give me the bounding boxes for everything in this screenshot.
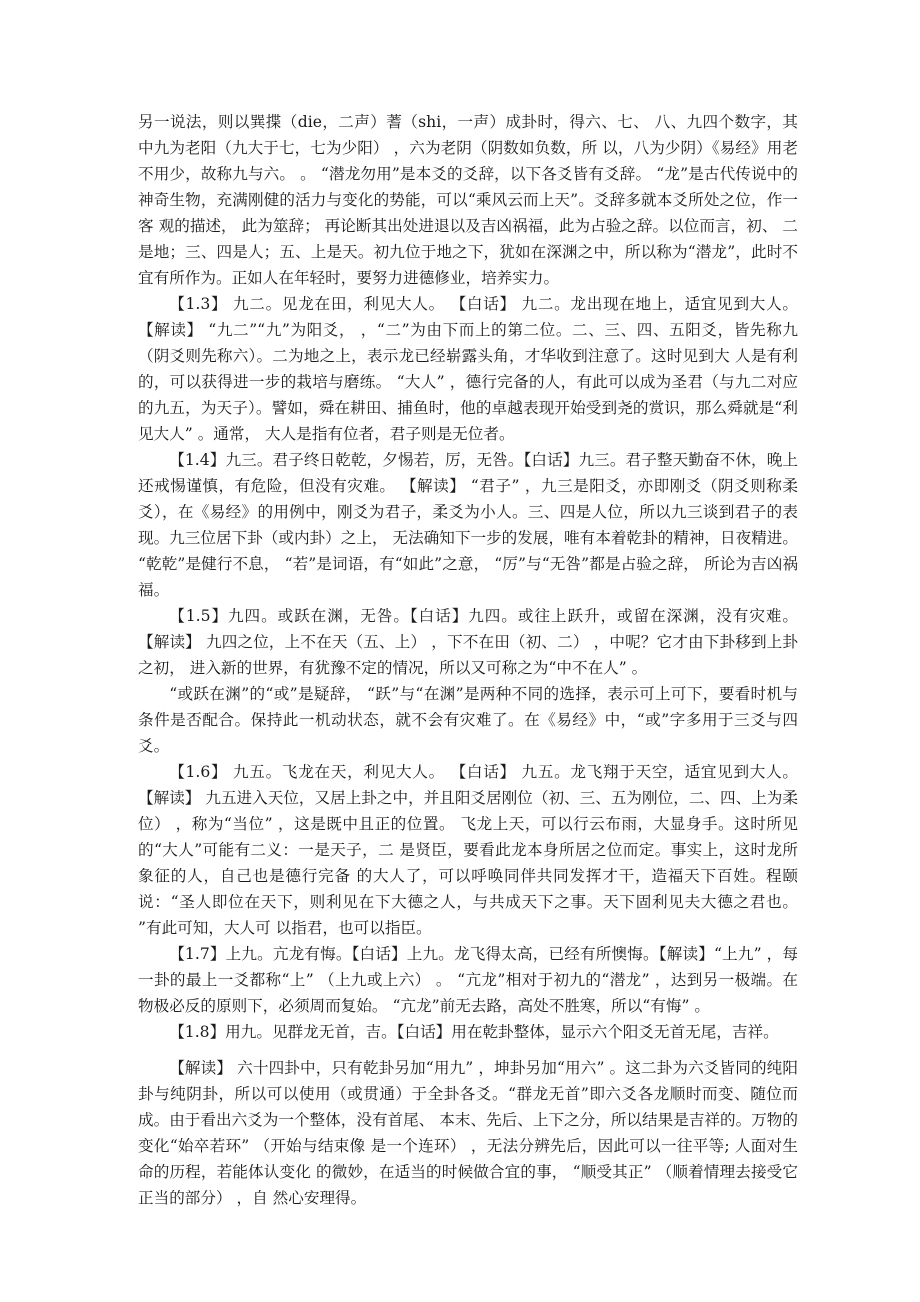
paragraph-1-5: 【1.5】九四。或跃在渊，无咎。【白话】九四。或往上跃升，或留在深渊，没有灾难。 【解读】 九四之位，上不在天（五、上） ，下不在田（初、二） ，中呢？它才由下卦移到上卦之初， 进入新的世界，有犹豫不定的情况，所以又可称之为“中不在人” 。 xyxy=(138,607,798,677)
paragraph-1-6: 【1.6】 九五。飞龙在天，利见大人。 【白话】 九五。龙飞翔于天空，适宜见到大人。 【解读】 九五进入天位，又居上卦之中，并且阳爻居刚位（初、三、五为刚位，二、四、上为柔 位） ，称为“当位” ，这是既中且正的位置。 飞龙上天，可以行云布雨，大显身手。这时所见的“大人”可能有二义：一是天子，二 是贤臣，要看此龙本身所居之位而定。事实上，这时龙所象征的人，自己也是德行完备 的大人了，可以呼唤同伴共同发挥才干，造福天下百姓。程颐说：“圣人即位在天下，则利见在下大德之人，与共成天下之事。天下固利见夫大德之君也。 ”有此可知，大人可 以指君，也可以指臣。 xyxy=(138,763,798,937)
paragraph-1-8: 【1.8】用九。见群龙无首，吉。【白话】用在乾卦整体，显示六个阳爻无首无尾，吉祥。 xyxy=(169,1023,779,1041)
document-page xyxy=(138,109,798,1211)
paragraph-intro: 另一说法，则以巽揲（die，二声）蓍（shi，一声）成卦时，得六、七、 八、九四个数字，其中九为老阳（九大于七，七为少阳） ，六为老阴（阴数如负数，所 以，八为少阴）《易经》用老不用少，故称九与六。 。 “潜龙勿用”是本爻的爻辞，以下各爻皆有爻辞。 “龙”是古代传说中的神奇生物，充满刚健的活力与变化的势能，可以“乘风云而上天”。爻辞多就本爻所处之位，作一客 观的描述， 此为筮辞； 再论断其出处进退以及吉凶祸福，此为占验之辞。以位而言，初、 二是地；三、四是人；五、上是天。初九位于地之下，犹如在深渊之中，所以称为“潜龙”，此时不宜有所作为。正如人在年轻时，要努力进德修业，培养实力。 xyxy=(138,113,798,287)
paragraph-1-7: 【1.7】上九。亢龙有悔。【白话】上九。龙飞得太高，已经有所懊悔。【解读】“上九” ，每一卦的最上一爻都称“上” （上九或上六） 。 “亢龙”相对于初九的“潜龙” ，达到另一极端。在物极必反的原则下，必须周而复始。 “亢龙”前无去路，高处不胜寒，所以“有悔” 。 xyxy=(138,945,798,1015)
paragraph-1-5-continued: “或跃在渊”的“或”是疑辞， “跃”与“在渊”是两种不同的选择，表示可上可下，要看时机与条件是否配合。保持此一机动状态，就不会有灾难了。在《易经》中，“或”字多用于三爻与四爻。 xyxy=(138,685,798,755)
paragraph-1-4: 【1.4】九三。君子终日乾乾，夕惕若，厉，无咎。【白话】九三。君子整天勤奋不休，晚上还戒惕谨慎，有危险，但没有灾难。 【解读】 “君子” ，九三是阳爻，亦即刚爻（阴爻则称柔爻），在《易经》的用例中，刚爻为君子，柔爻为小人。三、四是人位，所以九三谈到君子的表现。九三位居下卦（或内卦）之上， 无法确知下一步的发展，唯有本着乾卦的精神，日夜精进。 “乾乾”是健行不息， “若”是词语，有“如此”之意， “厉”与“无咎”都是占验之辞， 所论为吉凶祸福。 xyxy=(138,451,798,599)
paragraph-1-8-commentary: 【解读】 六十四卦中，只有乾卦另加“用九” ，坤卦另加“用六” 。这二卦为六爻皆同的纯阳卦与纯阴卦，所以可以使用（或贯通）于全卦各爻。“群龙无首”即六爻各龙顺时而变、随位而成。由于看出六爻为一个整体，没有首尾、 本末、先后、上下之分，所以结果是吉祥的。万物的变化“始卒若环” （开始与结束像 是一个连环） ，无法分辨先后，因此可以一往平等; 人面对生命的历程，若能体认变化 的微妙，在适当的时候做合宜的事， “顺受其正” （顺着情理去接受它正当的部分） ，自 然心安理得。 xyxy=(138,1059,798,1207)
paragraph-1-3: 【1.3】 九二。见龙在田，利见大人。 【白话】 九二。龙出现在地上，适宜见到大人。 【解读】 “九二”“九”为阳爻， ，“二”为由下而上的第二位。二、三、四、五阳爻，皆先称九（阴爻则先称六）。二为地之上，表示龙已经崭露头角，才华收到注意了。这时见到大 人是有利的，可以获得进一步的栽培与磨练。 “大人” ，德行完备的人，有此可以成为圣君（与九二对应的九五，为天子）。譬如，舜在耕田、捕鱼时，他的卓越表现开始受到尧的赏识，那么舜就是“利见大人” 。通常， 大人是指有位者，君子则是无位者。 xyxy=(138,295,798,443)
